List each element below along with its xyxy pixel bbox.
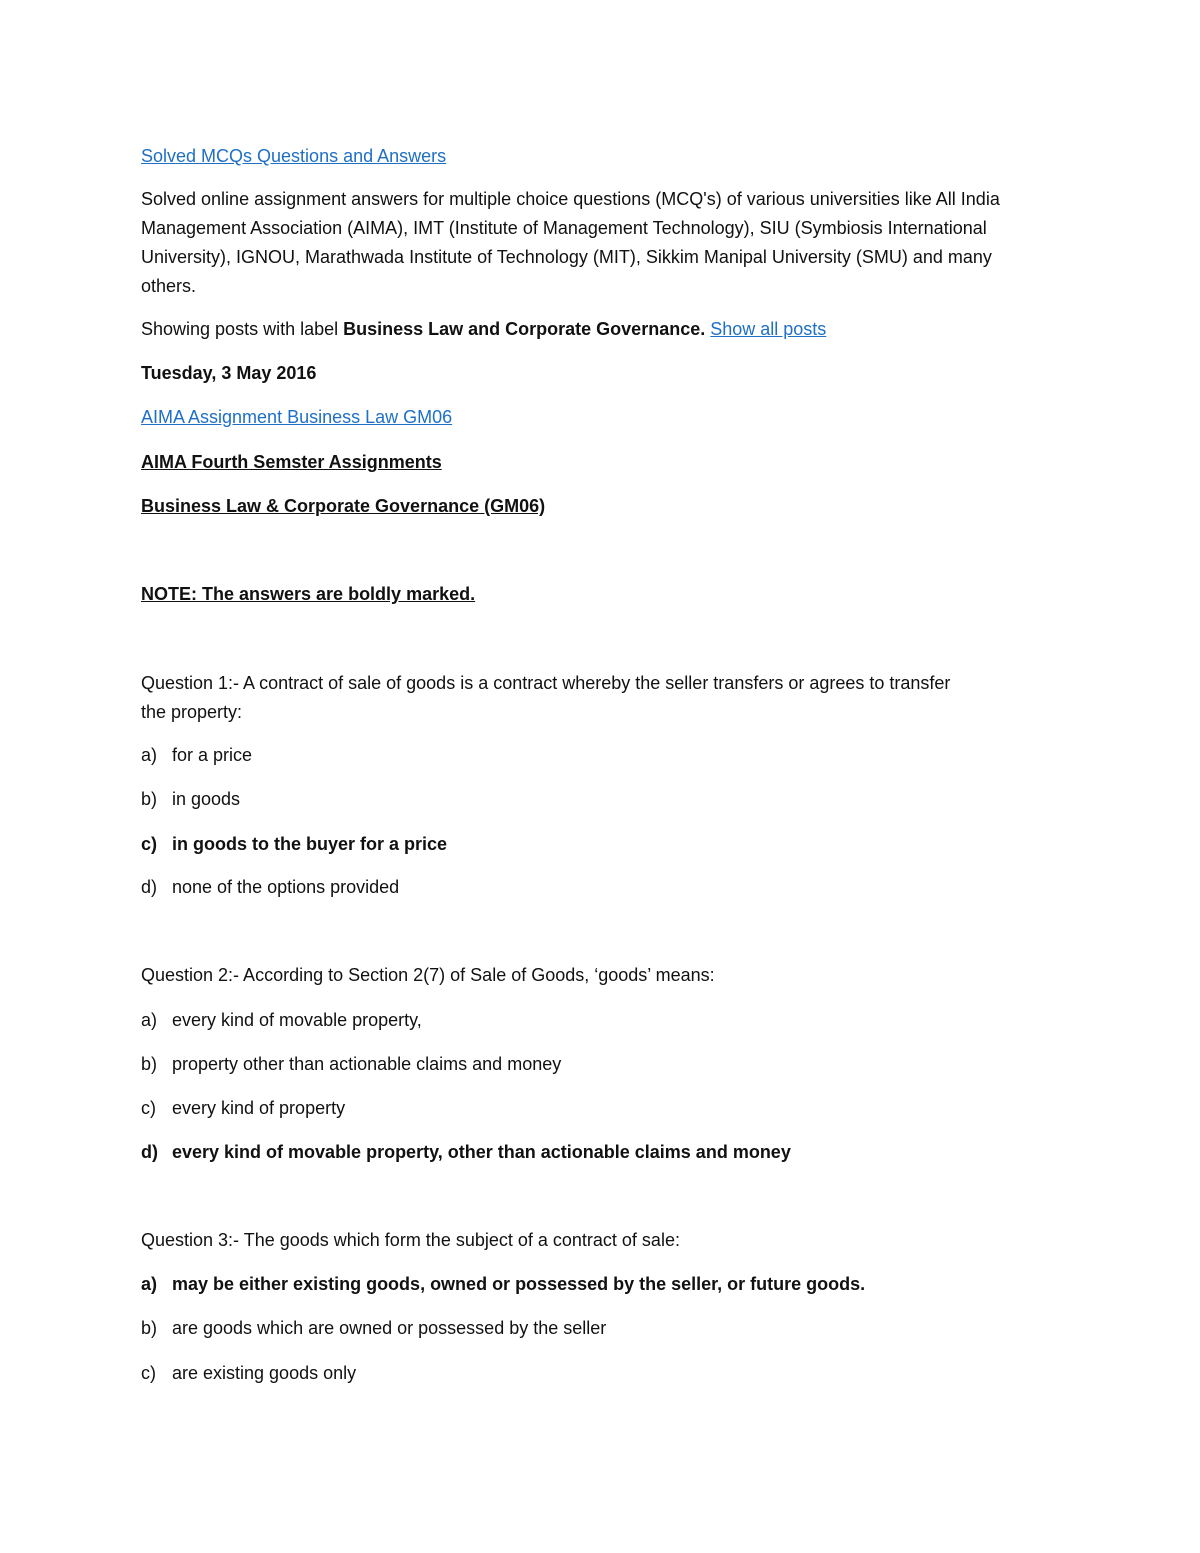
post-subtitle-semester: AIMA Fourth Semster Assignments (141, 452, 442, 472)
option-text: in goods to the buyer for a price (172, 834, 448, 854)
option-text: property other than actionable claims and money (172, 1054, 562, 1074)
option-text: may be either existing goods, owned or possessed by the seller, or future goods. (172, 1274, 866, 1294)
option-letter: a) (141, 745, 158, 765)
question-1-option-a (141, 741, 252, 770)
question-3-option-b (141, 1314, 606, 1343)
question-2-option-c (141, 1094, 345, 1123)
option-text: none of the options provided (172, 877, 400, 897)
label-name: Business Law and Corporate Governance. (343, 319, 706, 339)
post-date: Tuesday, 3 May 2016 (141, 363, 317, 383)
document-page (141, 0, 1051, 1553)
show-all-posts-link[interactable]: Show all posts (710, 319, 827, 339)
question-3-text: Question 3:- The goods which form the subject of a contract of sale: (141, 1230, 680, 1250)
option-text: in goods (172, 789, 241, 809)
option-letter: a) (141, 1274, 158, 1294)
option-letter: c) (141, 1363, 156, 1383)
post-subtitle-course: Business Law & Corporate Governance (GM06) (141, 496, 546, 516)
option-letter: b) (141, 789, 158, 809)
question-2-option-b (141, 1050, 561, 1079)
option-text: every kind of movable property, other than actionable claims and money (172, 1142, 791, 1162)
question-1-option-b (141, 785, 240, 814)
label-prefix: Showing posts with label (141, 319, 344, 339)
option-letter: c) (141, 834, 158, 854)
option-text: are existing goods only (172, 1363, 357, 1383)
question-1-option-d (141, 873, 399, 902)
option-text: for a price (172, 745, 253, 765)
question-3-option-a-answer (141, 1270, 865, 1299)
post-title-link[interactable]: AIMA Assignment Business Law GM06 (141, 407, 453, 427)
option-letter: a) (141, 1010, 158, 1030)
option-letter: c) (141, 1098, 156, 1118)
option-letter: d) (141, 1142, 158, 1162)
option-text: every kind of property (172, 1098, 346, 1118)
option-letter: b) (141, 1318, 158, 1338)
site-title-link[interactable]: Solved MCQs Questions and Answers (141, 146, 447, 166)
option-letter: d) (141, 877, 158, 897)
question-2-text: Question 2:- According to Section 2(7) of Sale of Goods, ‘goods’ means: (141, 965, 715, 985)
question-1-option-c-answer (141, 830, 447, 859)
option-text: every kind of movable property, (172, 1010, 422, 1030)
question-1-text-line2: the property: (141, 702, 243, 722)
option-letter: b) (141, 1054, 158, 1074)
intro-paragraph: Solved online assignment answers for multiple choice questions (MCQ's) of various universities like All India Management Association (AIMA), IMT (Institute of Management Technology), SIU (Symbiosis International University), IGNOU, Marathwada Institute of Technology (MIT), Sikkim Manipal University (SMU) and many others. (141, 189, 1000, 296)
question-2-option-a (141, 1006, 422, 1035)
question-3-option-c (141, 1359, 356, 1388)
question-1-text-line1: Question 1:- A contract of sale of goods is a contract whereby the seller transfers or agrees to transfer (141, 673, 951, 693)
answers-note: NOTE: The answers are boldly marked. (141, 584, 476, 604)
label-line (141, 315, 826, 344)
question-2-option-d-answer (141, 1138, 791, 1167)
option-text: are goods which are owned or possessed by the seller (172, 1318, 607, 1338)
